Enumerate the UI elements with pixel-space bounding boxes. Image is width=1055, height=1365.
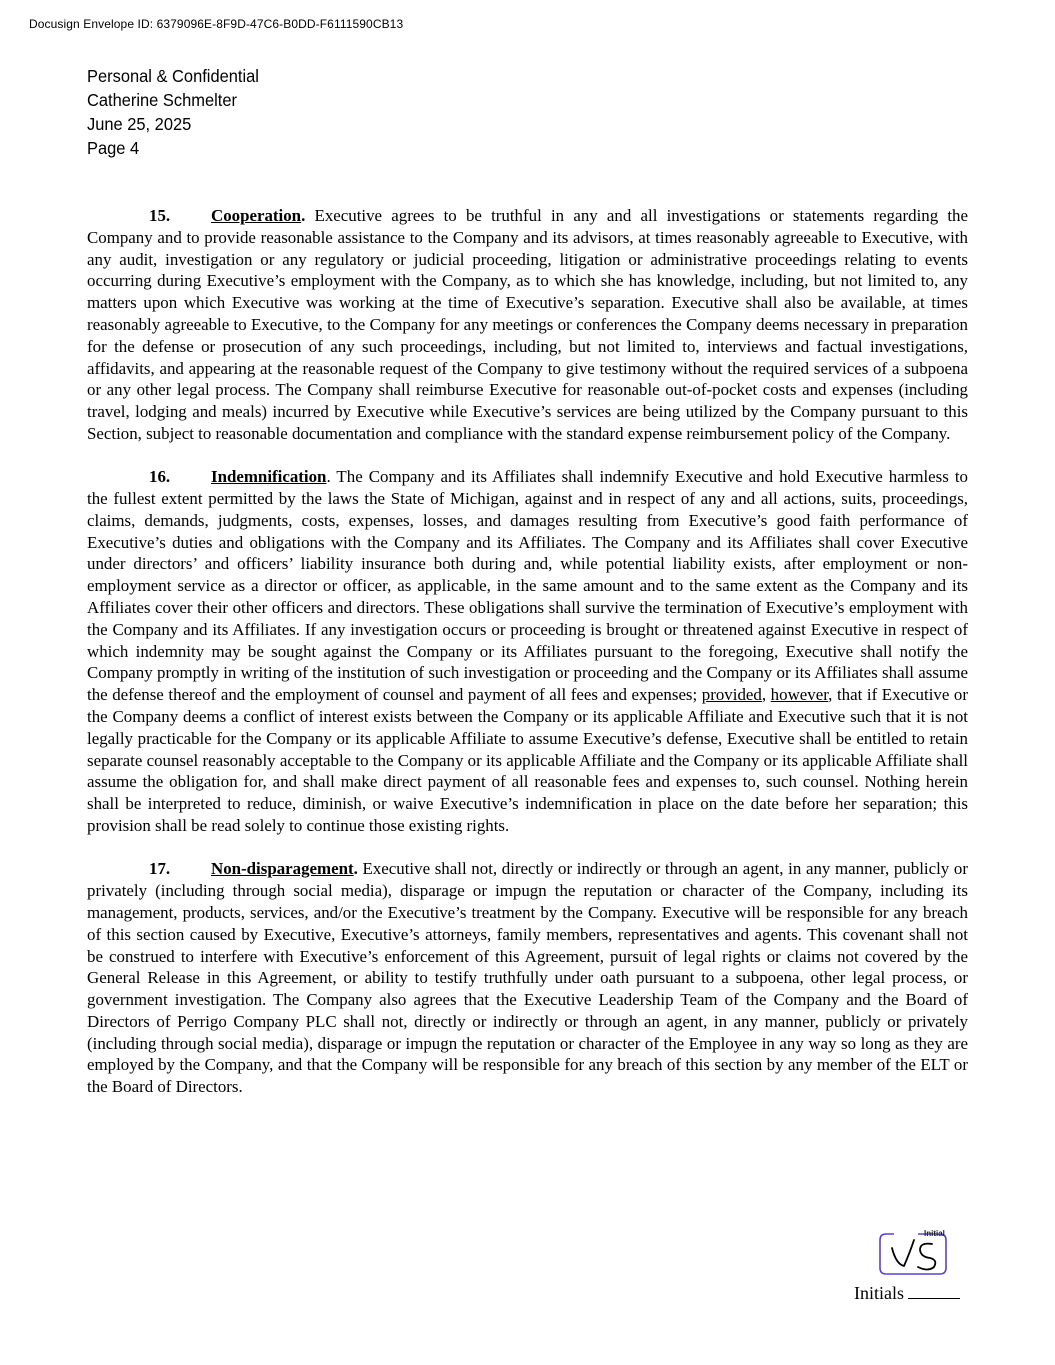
heading-punctuation: . bbox=[353, 859, 358, 879]
header-page-number: Page 4 bbox=[87, 138, 140, 158]
section-number: 15. bbox=[149, 206, 171, 225]
header-confidential: Personal & Confidential bbox=[87, 66, 259, 86]
letter-header bbox=[87, 64, 259, 160]
initials-line bbox=[908, 1280, 960, 1299]
section-number: 16. bbox=[149, 467, 171, 487]
however-term: however bbox=[770, 685, 829, 705]
stamp-label: Initial bbox=[924, 1229, 945, 1238]
initials-stamp[interactable] bbox=[874, 1230, 952, 1286]
section-text: The Company and its Affiliates shall indemnify Executive and hold Executive harmless to the fullest extent permitted by the laws the State of Michigan, against and in respect of any and all actions, suits, proceedings, claims, demands, judgments, costs, expenses, losses, and damages resulting from Executive’s good faith performance of Executive’s duties and obligations with the Company and its Affiliates. The Company and its Affiliates shall cover Executive under directors’ and officers’ liability insurance both during and, while potential liability exists, after employment or non-employment service as a director or officer, as applicable, in the same amount and to the same extent as the Company and its Affiliates cover their other officers and directors. These obligations shall survive the termination of Executive’s employment with the Company and its Affiliates. If any investigation occurs or proceeding is brought or threatened against Executive in respect of which indemnity may be sought against the Company or its Affiliates pursuant to the foregoing, Executive shall notify the Company promptly in writing of the institution of such investigation or proceeding and the Company or its Affiliates shall assume the defense thereof and the employment of counsel and payment of all fees and expenses; bbox=[87, 467, 968, 705]
heading-punctuation: . bbox=[301, 206, 306, 225]
document-body bbox=[87, 205, 968, 1120]
section-17-non-disparagement bbox=[87, 858, 968, 1098]
section-text-continued: , that if Executive or the Company deems a conflict of interest exists between the Company or its applicable Affiliate and Executive such that it is not legally practicable for the Company or its applicable Affiliate to assume Executive’s defense, Executive shall be entitled to retain separate counsel reasonably acceptable to the Company or its applicable Affiliate and the Company or its applicable Affiliate shall assume the obligation for, and shall make direct payment of all reasonable fees and expenses to, such counsel. Nothing herein shall be interpreted to reduce, diminish, or waive Executive’s indemnification in place on the date before her separation; this provision shall be read solely to continue those existing rights. bbox=[87, 685, 968, 836]
section-16-indemnification bbox=[87, 466, 968, 837]
initials-label bbox=[854, 1280, 960, 1304]
section-text: Executive shall not, directly or indirectly or through an agent, in any manner, publicly or privately (including through social media), disparage or impugn the reputation or character of the Company, including its management, products, services, and/or the Executive’s treatment by the Company. Executive will be responsible for any breach of this section caused by Executive, Executive’s attorneys, family members, representatives and agents. This covenant shall not be construed to interfere with Executive’s enforcement of this Agreement, pursuit of legal rights or claims not covered by the General Release in this Agreement, or ability to testify truthfully under oath pursuant to a subpoena, other legal process, or government investigation. The Company also agrees that the Executive Leadership Team of the Company and the Board of Directors of Perrigo Company PLC shall not, directly or indirectly or through an agent, in any manner, publicly or privately (including through social media), disparage or impugn the reputation or character of the Employee in any way so long as they are employed by the Company, and that the Company will be responsible for any breach of this section by any member of the ELT or the Board of Directors. bbox=[87, 859, 968, 1097]
section-15-cooperation bbox=[87, 205, 968, 445]
header-date: June 25, 2025 bbox=[87, 114, 192, 134]
header-recipient: Catherine Schmelter bbox=[87, 90, 237, 110]
section-heading: Indemnification bbox=[211, 467, 327, 487]
docusign-envelope-id: Docusign Envelope ID: 6379096E-8F9D-47C6-B0DD-F6111590CB13 bbox=[29, 17, 404, 31]
provided-term: provided bbox=[701, 685, 762, 705]
initials-text: Initials bbox=[854, 1283, 904, 1303]
separator: , bbox=[761, 685, 771, 705]
initials-signature-icon bbox=[874, 1230, 952, 1286]
section-heading: Cooperation bbox=[211, 206, 302, 225]
section-text: Executive agrees to be truthful in any and all investigations or statements regarding the Company and to provide reasonable assistance to the Company and its advisors, at times reasonably agreeable to Executive, with any audit, investigation or any regulatory or judicial proceeding, litigation or administrative proceedings relating to events occurring during Executive’s employment with the Company, as to which she has knowledge, including, but not limited to, any matters upon which Executive was working at the time of Executive’s separation. Executive shall also be available, at times reasonably agreeable to Executive, to the Company for any meetings or conferences the Company deems necessary in preparation for the defense or prosecution of any such proceedings, including, but not limited to, interviews and factual investigations, affidavits, and appearing at the reasonable request of the Company to give testimony without the required services of a subpoena or any other legal process. The Company shall reimburse Executive for reasonable out-of-pocket costs and expenses (including travel, lodging and meals) incurred by Executive while Executive’s services are being utilized by the Company pursuant to this Section, subject to reasonable documentation and compliance with the standard expense reimbursement policy of the Company. bbox=[87, 206, 968, 443]
heading-punctuation: . bbox=[326, 467, 331, 487]
section-number: 17. bbox=[149, 859, 171, 879]
section-heading: Non-disparagement bbox=[211, 859, 354, 879]
initials-block bbox=[852, 1230, 972, 1310]
